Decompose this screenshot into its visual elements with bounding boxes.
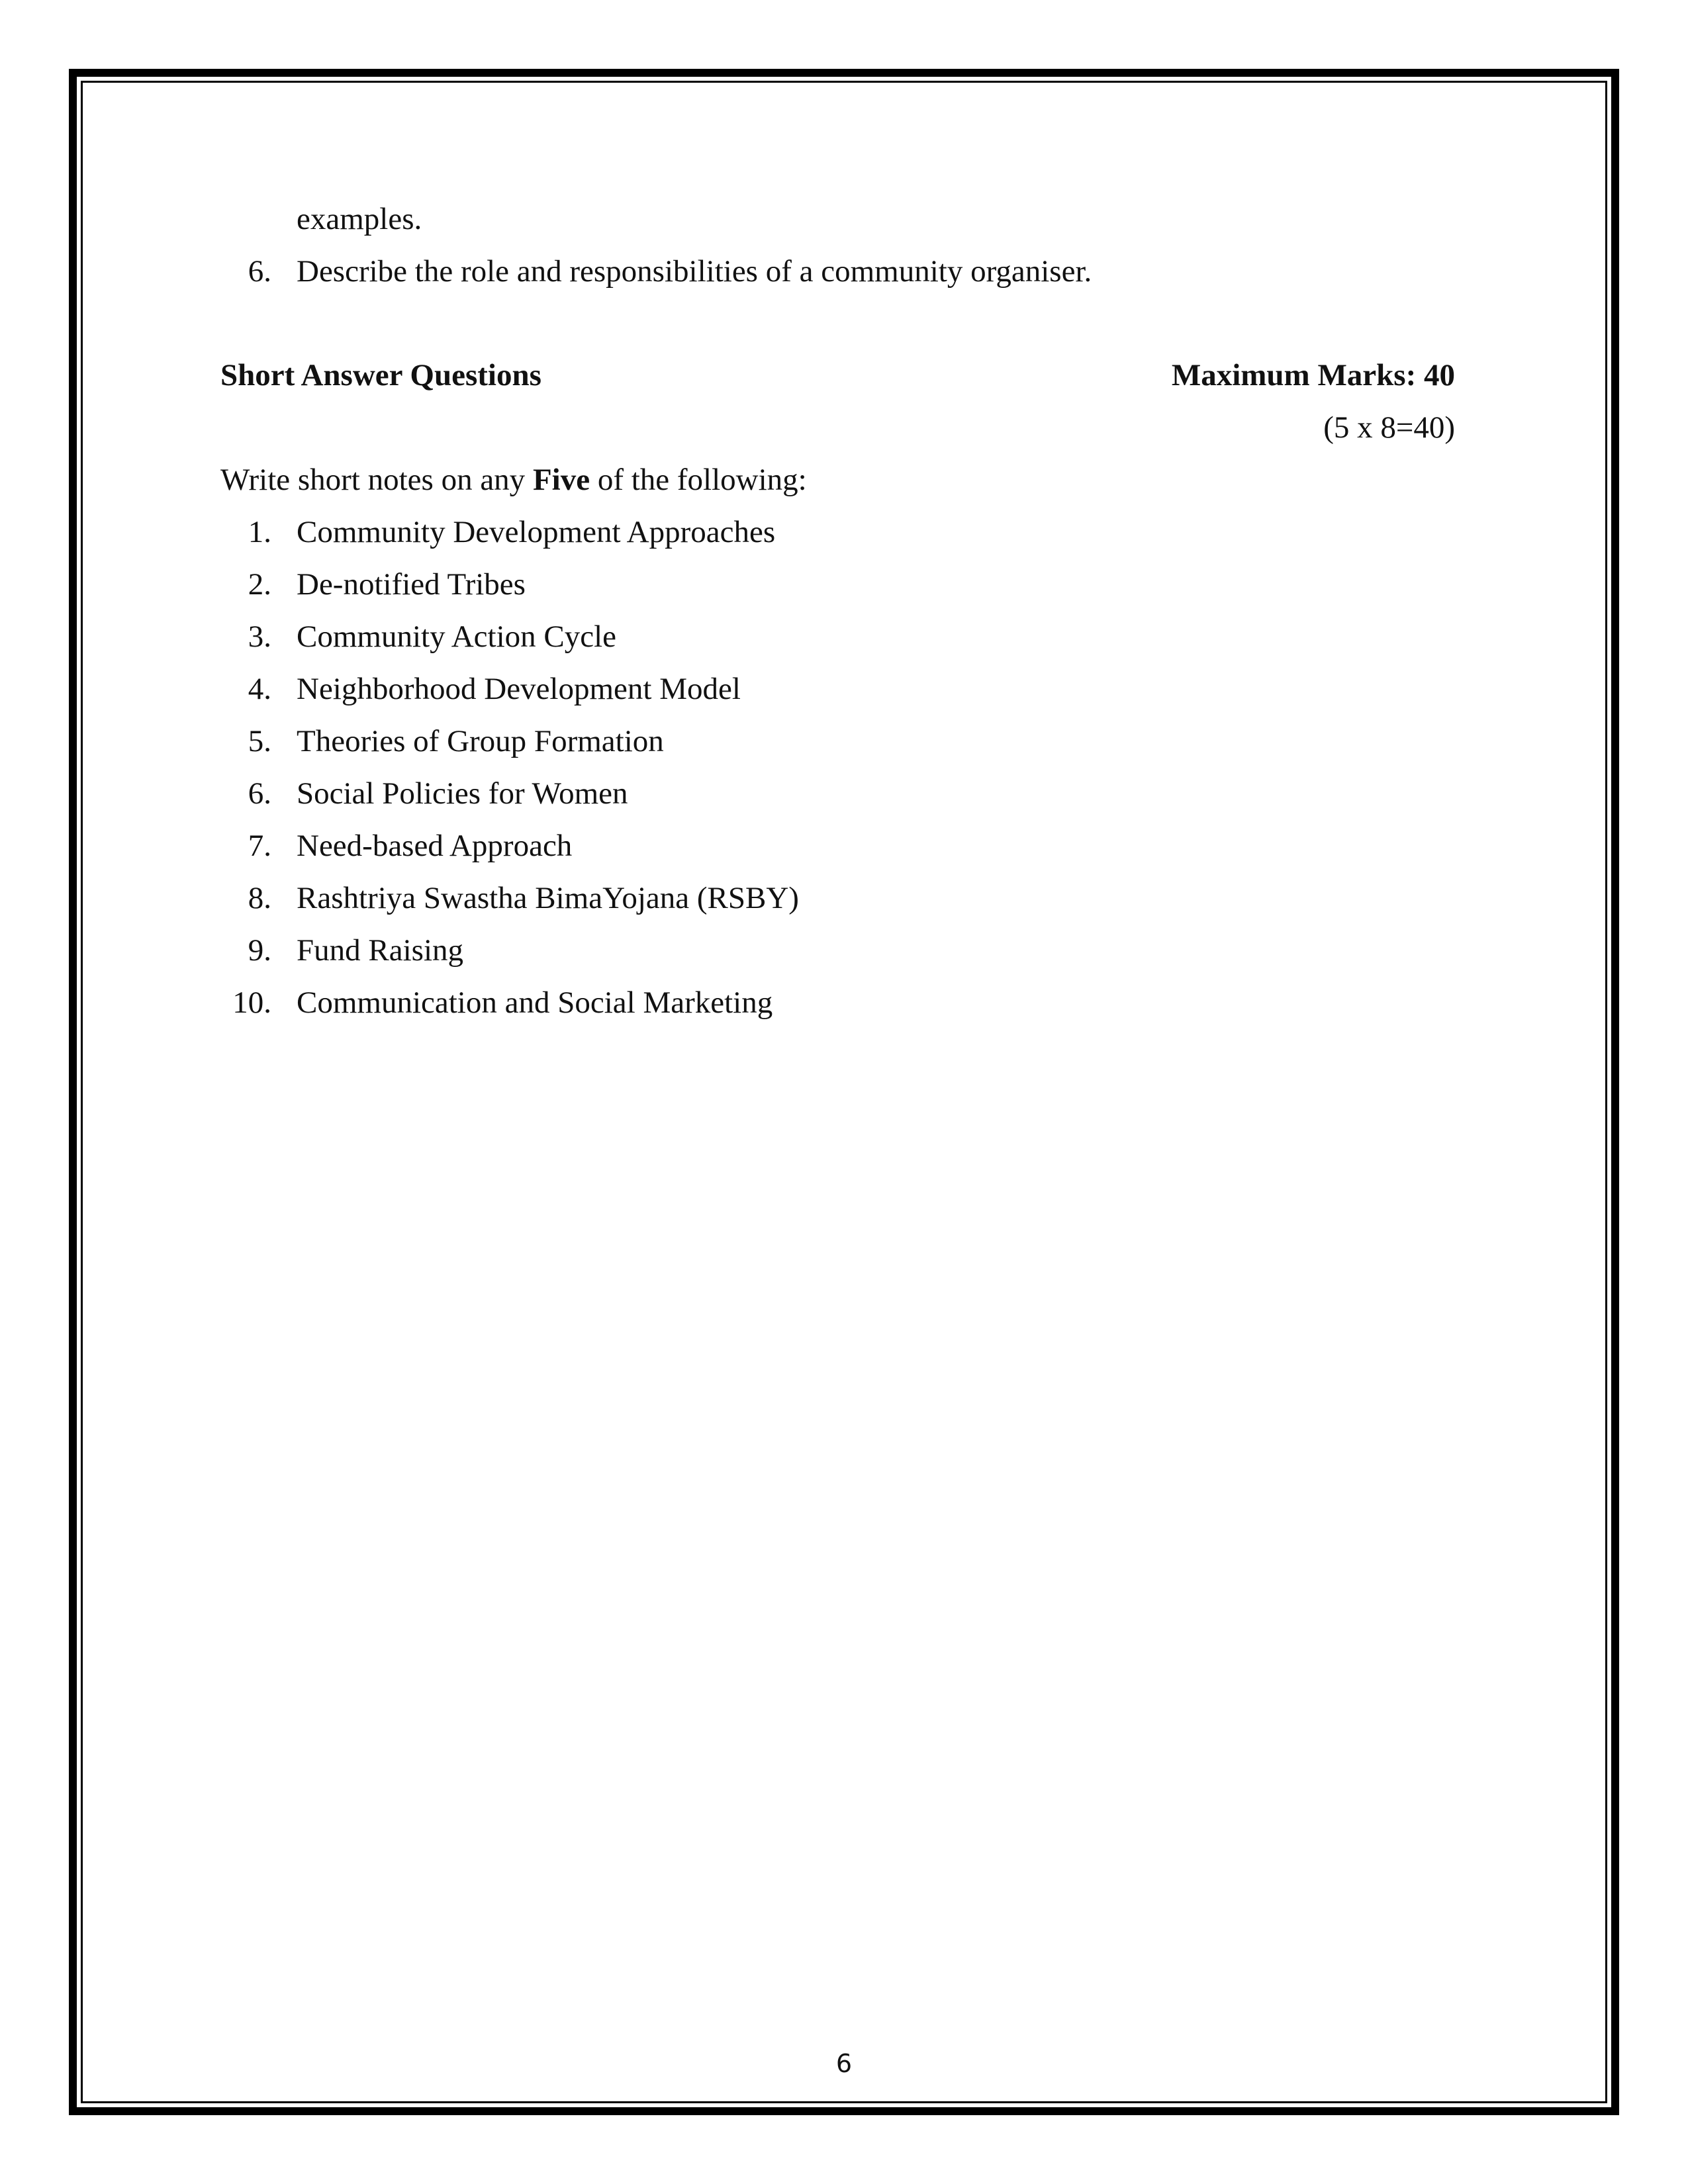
list-item-text: Communication and Social Marketing: [297, 985, 773, 1020]
list-item-number: 2.: [248, 567, 271, 602]
instruction-prefix: Write short notes on any: [220, 463, 533, 497]
continuation-fragment: examples.: [297, 202, 422, 236]
list-item-number: 3.: [248, 619, 271, 654]
list-item-number: 5.: [248, 724, 271, 758]
page-number: 6: [835, 2049, 853, 2078]
list-item-text: Rashtriya Swastha BimaYojana (RSBY): [297, 881, 799, 915]
list-item-text: Need-based Approach: [297, 829, 573, 863]
list-item-text: Community Action Cycle: [297, 619, 617, 654]
list-item-text: Neighborhood Development Model: [297, 672, 741, 706]
instruction-suffix: of the following:: [590, 463, 807, 497]
list-item-number: 9.: [248, 933, 271, 968]
list-item-text: Social Policies for Women: [297, 776, 628, 811]
list-item-number: 7.: [248, 829, 271, 863]
marks-scheme: (5 x 8=40): [1323, 410, 1455, 445]
section-title: Short Answer Questions: [220, 358, 541, 392]
instruction-emphasis: Five: [532, 463, 590, 497]
list-item-text: Fund Raising: [297, 933, 464, 968]
list-item-text: Community Development Approaches: [297, 515, 776, 549]
list-item-number: 4.: [248, 672, 271, 706]
list-item-number: 1.: [248, 515, 271, 549]
continuation-item-number: 6.: [248, 254, 271, 289]
instruction: [220, 461, 807, 498]
list-item-number: 6.: [248, 776, 271, 811]
list-item-text: De-notified Tribes: [297, 567, 526, 602]
maximum-marks: Maximum Marks: 40: [1171, 358, 1455, 392]
continuation-item-text: Describe the role and responsibilities of a community organiser.: [297, 254, 1092, 289]
list-item-number: 8.: [248, 881, 271, 915]
list-item-number: 10.: [232, 985, 271, 1020]
list-item-text: Theories of Group Formation: [297, 724, 664, 758]
